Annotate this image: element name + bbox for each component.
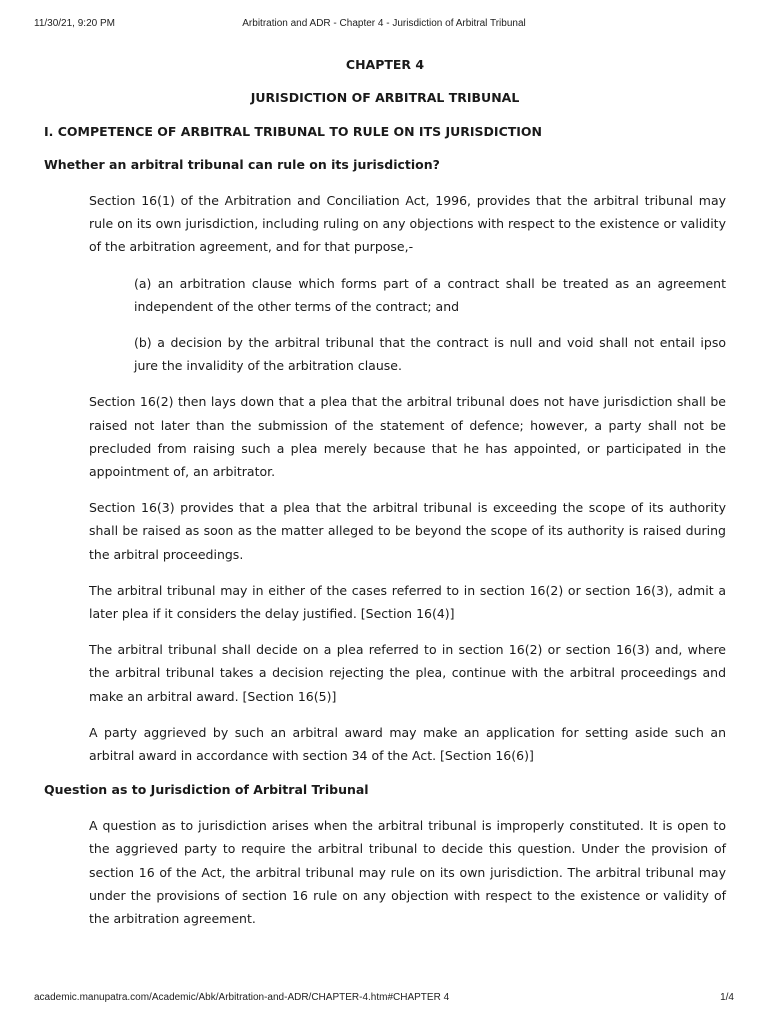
- question-heading: Question as to Jurisdiction of Arbitral Tribunal: [44, 782, 369, 798]
- paragraph: Section 16(2) then lays down that a plea that the arbitral tribunal does not have jurisdiction shall be raised not later than the submission of the statement of defence; however, a party shall not be precluded from raising such a plea merely because that he has appointed, or participated in the appointment of, an arbitrator.: [89, 394, 726, 480]
- paragraph: A question as to jurisdiction arises when the arbitral tribunal is improperly constituted. It is open to the aggrieved party to require the arbitral tribunal to decide this question. Under the provision of section 16 of the Act, the arbitral tribunal may rule on its own jurisdiction. The arbitral tribunal may under the provisions of section 16 rule on any objection with respect to the existence or validity of the arbitration agreement.: [89, 818, 726, 927]
- chapter-number: CHAPTER 4: [345, 57, 425, 72]
- paragraph: Section 16(1) of the Arbitration and Conciliation Act, 1996, provides that the arbitral tribunal may rule on its own jurisdiction, including ruling on any objections with respect to the existence or validity of the arbitration agreement, and for that purpose,-: [89, 193, 726, 255]
- print-datetime: 11/30/21, 9:20 PM: [34, 18, 115, 29]
- paragraph: The arbitral tribunal may in either of the cases referred to in section 16(2) or section 16(3), admit a later plea if it considers the delay justified. [Section 16(4)]: [89, 582, 726, 622]
- chapter-title: JURISDICTION OF ARBITRAL TRIBUNAL: [250, 90, 520, 105]
- print-page-title: Arbitration and ADR - Chapter 4 - Jurisdiction of Arbitral Tribunal: [242, 18, 526, 29]
- section-heading: I. COMPETENCE OF ARBITRAL TRIBUNAL TO RULE ON ITS JURISDICTION: [44, 124, 543, 139]
- clause-a: (a) an arbitration clause which forms part of a contract shall be treated as an agreement independent of the other terms of the contract; and: [134, 275, 726, 314]
- clause-b: (b) a decision by the arbitral tribunal that the contract is null and void shall not entail ipso jure the invalidity of the arbitration clause.: [134, 335, 726, 374]
- paragraph: A party aggrieved by such an arbitral award may make an application for setting aside such an arbitral award in accordance with section 34 of the Act. [Section 16(6)]: [89, 724, 726, 764]
- paragraph: The arbitral tribunal shall decide on a plea referred to in section 16(2) or section 16(3) and, where the arbitral tribunal takes a decision rejecting the plea, continue with the arbitral proceedings and make an arbitral award. [Section 16(5)]: [89, 642, 726, 704]
- page-url: academic.manupatra.com/Academic/Abk/Arbitration-and-ADR/CHAPTER-4.htm#CHAPTER 4: [34, 992, 450, 1003]
- print-header: [0, 18, 768, 32]
- paragraph: Section 16(3) provides that a plea that the arbitral tribunal is exceeding the scope of its authority shall be raised as soon as the matter alleged to be beyond the scope of its authority is raised during the arbitral proceedings.: [89, 500, 726, 562]
- print-footer: [0, 992, 768, 1006]
- page-number: 1/4: [720, 992, 734, 1003]
- document-body: [44, 50, 726, 930]
- question-heading: Whether an arbitral tribunal can rule on its jurisdiction?: [44, 157, 440, 172]
